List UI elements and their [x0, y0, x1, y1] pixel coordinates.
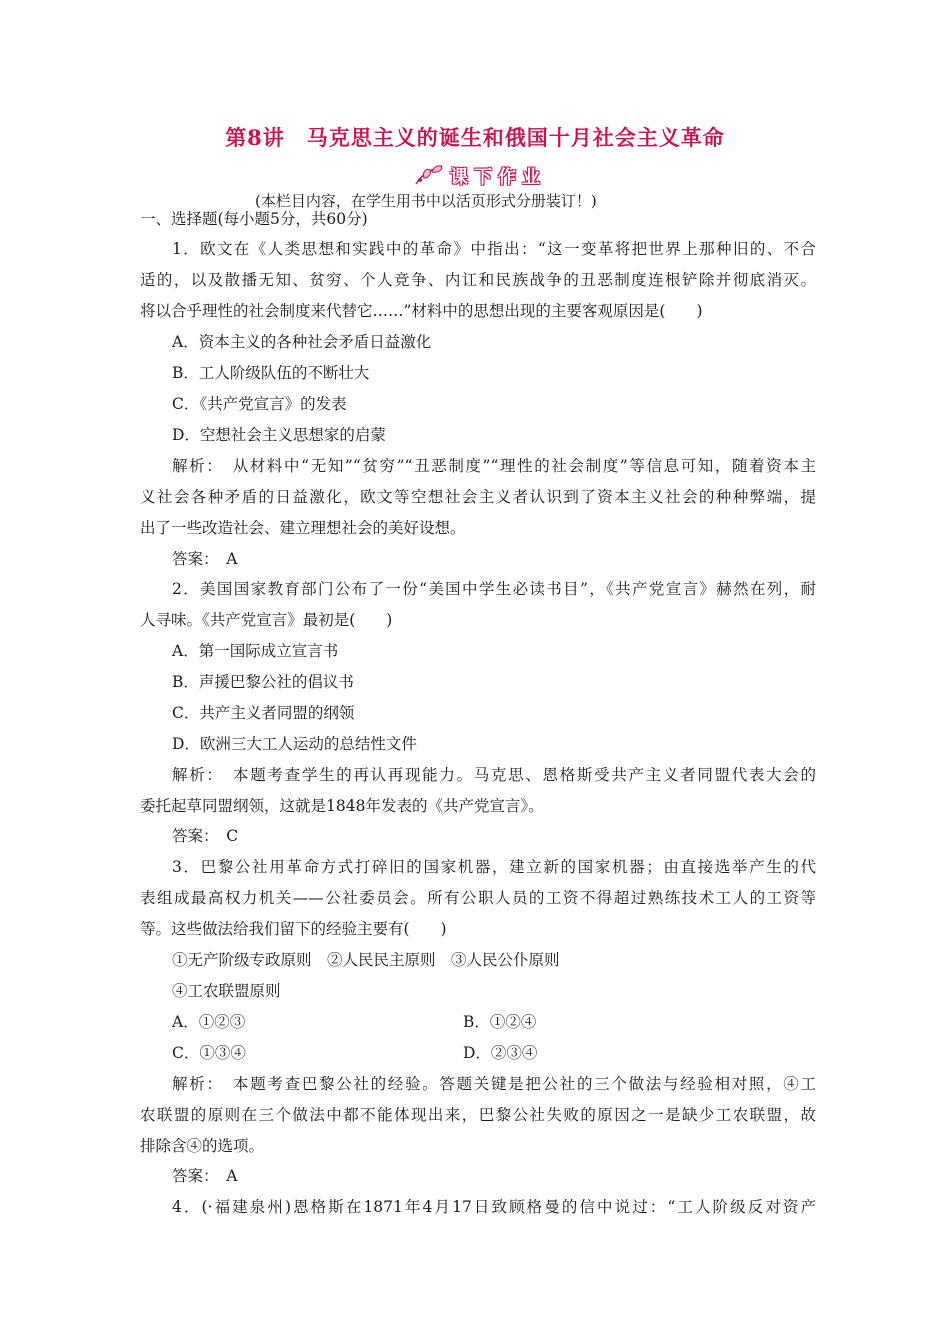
q3-option-a: A．①②③: [172, 1013, 246, 1031]
q2-answer: 答案： C: [172, 827, 239, 845]
q1-option-b: B．工人阶级队伍的不断壮大: [172, 364, 370, 382]
q3-line-1: 3．巴黎公社用革命方式打碎旧的国家机器，建立新的国家机器；由直接选举产生的代: [172, 858, 816, 876]
q1-option-c: C．《共产党宣言》的发表: [172, 395, 347, 413]
q1-answer: 答案： A: [172, 550, 238, 568]
q2-explanation-1: 解析： 本题考查学生的再认再现能力。马克思、恩格斯受共产主义者同盟代表大会的: [172, 766, 816, 784]
q2-line-1: 2．美国国家教育部门公布了一份“美国中学生必读书目”，《共产党宣言》赫然在列，耐: [172, 580, 816, 598]
q1-line-1: 1．欧文在《人类思想和实践中的革命》中指出：“这一变革将把世界上那种旧的、不合: [172, 240, 816, 258]
page-title: 第8讲 马克思主义的诞生和俄国十月社会主义革命: [225, 125, 725, 150]
q3-statements-2: ④工农联盟原则: [172, 982, 281, 1000]
q3-statements-1: ①无产阶级专政原则 ②人民民主原则 ③人民公仆原则: [172, 951, 560, 969]
q2-option-d: D．欧洲三大工人运动的总结性文件: [172, 735, 417, 753]
binding-note: (本栏目内容，在学生用书中以活页形式分册装订！): [255, 192, 597, 210]
q3-line-3: 等。这些做法给我们留下的经验主要有( ): [140, 920, 447, 938]
q1-option-d: D．空想社会主义思想家的启蒙: [172, 426, 386, 444]
q3-answer: 答案： A: [172, 1167, 238, 1185]
q1-explanation-2: 义社会各种矛盾的日益激化，欧文等空想社会主义者认识到了资本主义社会的种种弊端，提: [140, 488, 816, 506]
banner-label: 课下作业: [450, 167, 546, 188]
q2-option-b: B．声援巴黎公社的倡议书: [172, 673, 354, 691]
q1-line-2: 适的，以及散播无知、贫穷、个人竞争、内讧和民族战争的丑恶制度连根铲除并彻底消灭。: [140, 271, 816, 289]
section-heading: 一、选择题(每小题5分，共60分): [140, 210, 368, 228]
q3-option-d: D．②③④: [463, 1044, 538, 1062]
q3-explanation-3: 排除含④的选项。: [140, 1137, 265, 1155]
q1-option-a: A．资本主义的各种社会矛盾日益激化: [172, 333, 432, 351]
q3-option-c: C．①③④: [172, 1044, 246, 1062]
q1-explanation-3: 出了一些改造社会、建立理想社会的美好设想。: [140, 519, 466, 537]
q3-option-b: B．①②④: [463, 1013, 537, 1031]
q1-line-3: 将以合乎理性的社会制度来代替它……”材料中的思想出现的主要客观原因是( ): [140, 302, 703, 320]
q3-explanation-2: 农联盟的原则在三个做法中都不能体现出来，巴黎公社失败的原因之一是缺少工农联盟，故: [140, 1106, 816, 1124]
q2-option-c: C．共产主义者同盟的纲领: [172, 704, 355, 722]
flower-icon: [412, 160, 452, 188]
q2-option-a: A．第一国际成立宣言书: [172, 642, 339, 660]
q4-line-1: 4．(·福建泉州)恩格斯在1871年4月17日致顾格曼的信中说过：“工人阶级反对资产: [172, 1198, 816, 1216]
q2-explanation-2: 委托起草同盟纲领，这就是1848年发表的《共产党宣言》。: [140, 797, 544, 815]
q1-explanation-1: 解析： 从材料中“无知”“贫穷”“丑恶制度”“理性的社会制度”等信息可知，随着资本主: [172, 457, 816, 475]
q3-explanation-1: 解析： 本题考查巴黎公社的经验。答题关键是把公社的三个做法与经验相对照，④工: [172, 1075, 816, 1093]
q3-line-2: 表组成最高权力机关——公社委员会。所有公职人员的工资不得超过熟练技术工人的工资等: [140, 889, 816, 907]
homework-banner: [412, 160, 562, 188]
q2-line-2: 人寻味。《共产党宣言》最初是( ): [140, 611, 393, 629]
